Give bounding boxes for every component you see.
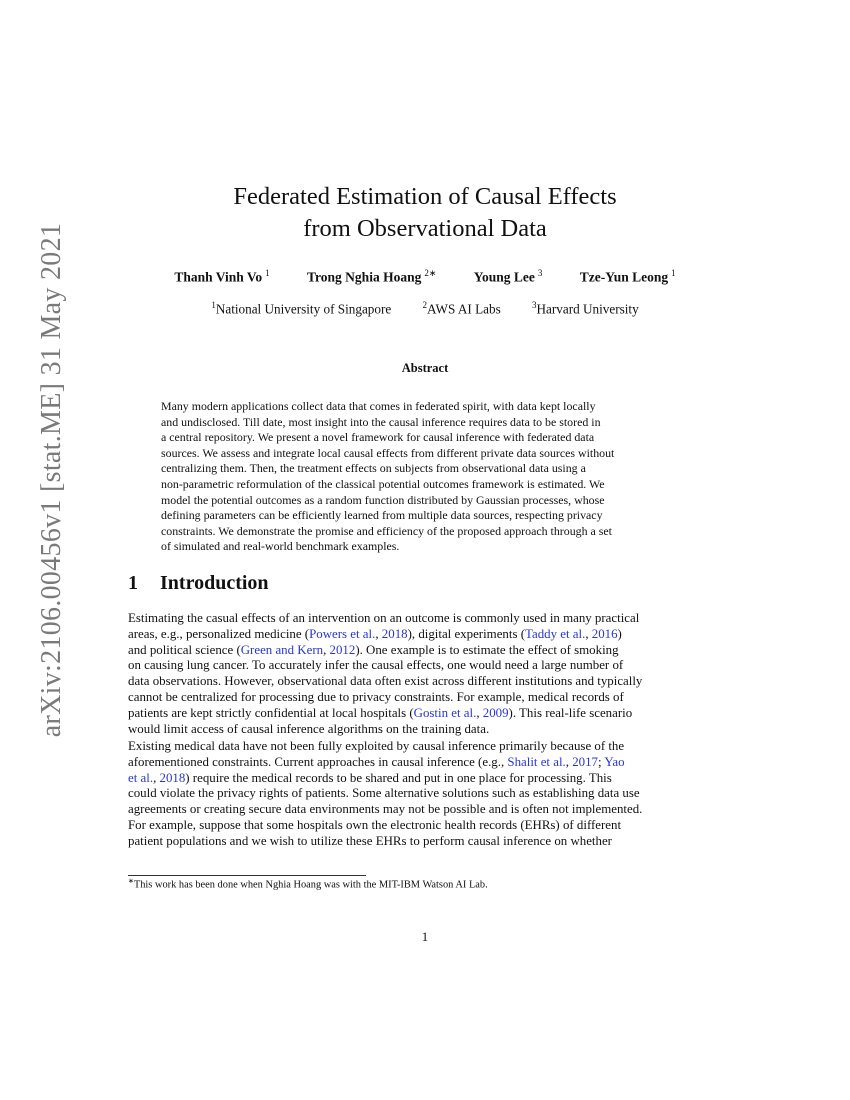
text-line: would limit access of causal inference algorithms on the training data. [128, 721, 490, 736]
author-affiliation-mark: 1 [265, 268, 270, 278]
text-line: For example, suppose that some hospitals own the electronic health records (EHRs) of different [128, 817, 622, 832]
text-run: , [153, 770, 160, 785]
citation-link[interactable]: Gostin et al. [413, 705, 477, 720]
abstract-line: constraints. We demonstrate the promise and efficiency of the proposed approach through a set [161, 523, 612, 538]
text-line: data observations. However, observational data often exist across different institutions and typically [128, 674, 643, 689]
text-run: , [375, 626, 382, 641]
abstract-line: sources. We assess and integrate local causal effects from different private data sources without [161, 445, 615, 460]
affiliation-name: Harvard University [536, 301, 639, 317]
text-run: , [323, 642, 330, 657]
citation-link[interactable]: Powers et al. [309, 626, 376, 641]
text-run: ). This real-life scenario [508, 705, 633, 720]
text-line: patient populations and we wish to utilize these EHRs to perform causal inference on whether [128, 833, 612, 848]
intro-paragraph-1 [128, 611, 724, 737]
author-list [0, 268, 850, 286]
author-affiliation-mark: 3 [537, 268, 543, 278]
footnote-rule [128, 875, 366, 876]
citation-link[interactable]: Yao [604, 754, 625, 769]
text-run: , [585, 626, 592, 641]
text-line [128, 706, 724, 722]
abstract-line: and undisclosed. Till date, most insight into the causal inference requires data to be stored in [161, 414, 601, 429]
arxiv-identifier: arXiv:2106.00456v1 [stat.ME] 31 May 2021 [36, 222, 67, 738]
text-line [128, 627, 724, 643]
citation-link[interactable]: 2016 [591, 626, 618, 641]
author [474, 268, 543, 286]
author-name: Thanh Vinh Vo [174, 269, 263, 285]
text-run: aforementioned constraints. Current approaches in causal inference (e.g., [128, 754, 508, 769]
text-line [128, 643, 724, 659]
text-run: ) [617, 626, 622, 641]
author [174, 268, 269, 286]
text-run: and political science ( [128, 642, 241, 657]
abstract-line: defining parameters can be efficiently learned from multiple data sources, respecting privacy [161, 508, 603, 523]
citation-link[interactable]: Taddy et al. [525, 626, 586, 641]
text-line: could violate the privacy rights of patients. Some alternative solutions such as establishing data use [128, 786, 640, 801]
author-name: Trong Nghia Hoang [307, 269, 422, 285]
text-line [128, 771, 724, 787]
author-affiliation-mark: 1 [671, 268, 676, 278]
text-run: ) require the medical records to be shared and put in one place for processing. This [185, 770, 612, 785]
citation-link[interactable]: 2018 [159, 770, 186, 785]
text-line: agreements or creating secure data environments may not be possible and is often not implemented. [128, 802, 643, 817]
citation-link[interactable]: 2009 [482, 705, 509, 720]
text-line: on causing lung cancer. To accurately infer the causal effects, one would need a large number of [128, 658, 624, 673]
abstract-line: centralizing them. Then, the treatment effects on subjects from observational data using a [161, 461, 586, 476]
affiliation-mark: 2 [422, 300, 428, 310]
text-run: areas, e.g., personalized medicine ( [128, 626, 310, 641]
text-line [128, 755, 724, 771]
text-run: patients are kept strictly confidential at local hospitals ( [128, 705, 414, 720]
abstract-line: Many modern applications collect data that comes in federated spirit, with data kept locally [161, 399, 596, 413]
intro-paragraph-2 [128, 739, 724, 850]
author [580, 268, 676, 286]
paper-title [0, 181, 850, 245]
affiliation-list [0, 300, 850, 317]
citation-link[interactable]: 2018 [381, 626, 408, 641]
affiliation-name: AWS AI Labs [427, 301, 501, 317]
abstract-line: of simulated and real-world benchmark examples. [161, 539, 400, 554]
section-title: Introduction [160, 572, 269, 594]
author-name: Tze-Yun Leong [579, 269, 669, 285]
footnote [128, 877, 488, 890]
affiliation-name: National University of Singapore [215, 301, 392, 317]
citation-link[interactable]: 2017 [572, 754, 598, 769]
citation-link[interactable]: 2012 [329, 642, 356, 657]
text-run: ; [598, 754, 605, 769]
author-name: Young Lee [473, 269, 535, 285]
author [307, 268, 436, 286]
affiliation-mark: 3 [532, 300, 537, 310]
page-number: 1 [421, 930, 429, 944]
title-line-2: from Observational Data [303, 215, 547, 242]
abstract-line: a central repository. We present a novel framework for causal inference with federated data [161, 430, 595, 445]
text-line: cannot be centralized for processing due to privacy constraints. For example, medical records of [128, 689, 624, 704]
citation-link[interactable]: et al. [128, 770, 154, 785]
citation-link[interactable]: Shalit et al. [507, 754, 566, 769]
affiliation [532, 300, 639, 317]
text-line: Existing medical data have not been fully exploited by causal inference primarily because of the [128, 739, 625, 753]
text-run: ). One example is to estimate the effect of smoking [355, 642, 619, 657]
section-heading [128, 572, 269, 595]
affiliation [211, 300, 391, 317]
abstract-line: non-parametric reformulation of the classical potential outcomes framework is estimated. We [161, 476, 605, 491]
affiliation-mark: 1 [211, 300, 216, 310]
text-line: Estimating the casual effects of an intervention on an outcome is commonly used in many practical [128, 611, 640, 625]
abstract-heading: Abstract [401, 361, 449, 375]
affiliation [423, 300, 501, 317]
author-affiliation-mark: 2∗ [424, 268, 437, 278]
abstract-line: model the potential outcomes as a random function distributed by Gaussian processes, whose [161, 492, 605, 507]
text-run: , [476, 705, 483, 720]
citation-link[interactable]: Green and Kern [240, 642, 324, 657]
title-line-1: Federated Estimation of Causal Effects [233, 183, 617, 210]
footnote-text: This work has been done when Nghia Hoang was with the MIT-IBM Watson AI Lab. [133, 879, 488, 891]
text-run: ), digital experiments ( [407, 626, 525, 641]
footnote-mark: ∗ [128, 877, 134, 885]
abstract-body [161, 399, 689, 555]
section-number: 1 [128, 572, 138, 594]
text-run: , [565, 754, 573, 769]
